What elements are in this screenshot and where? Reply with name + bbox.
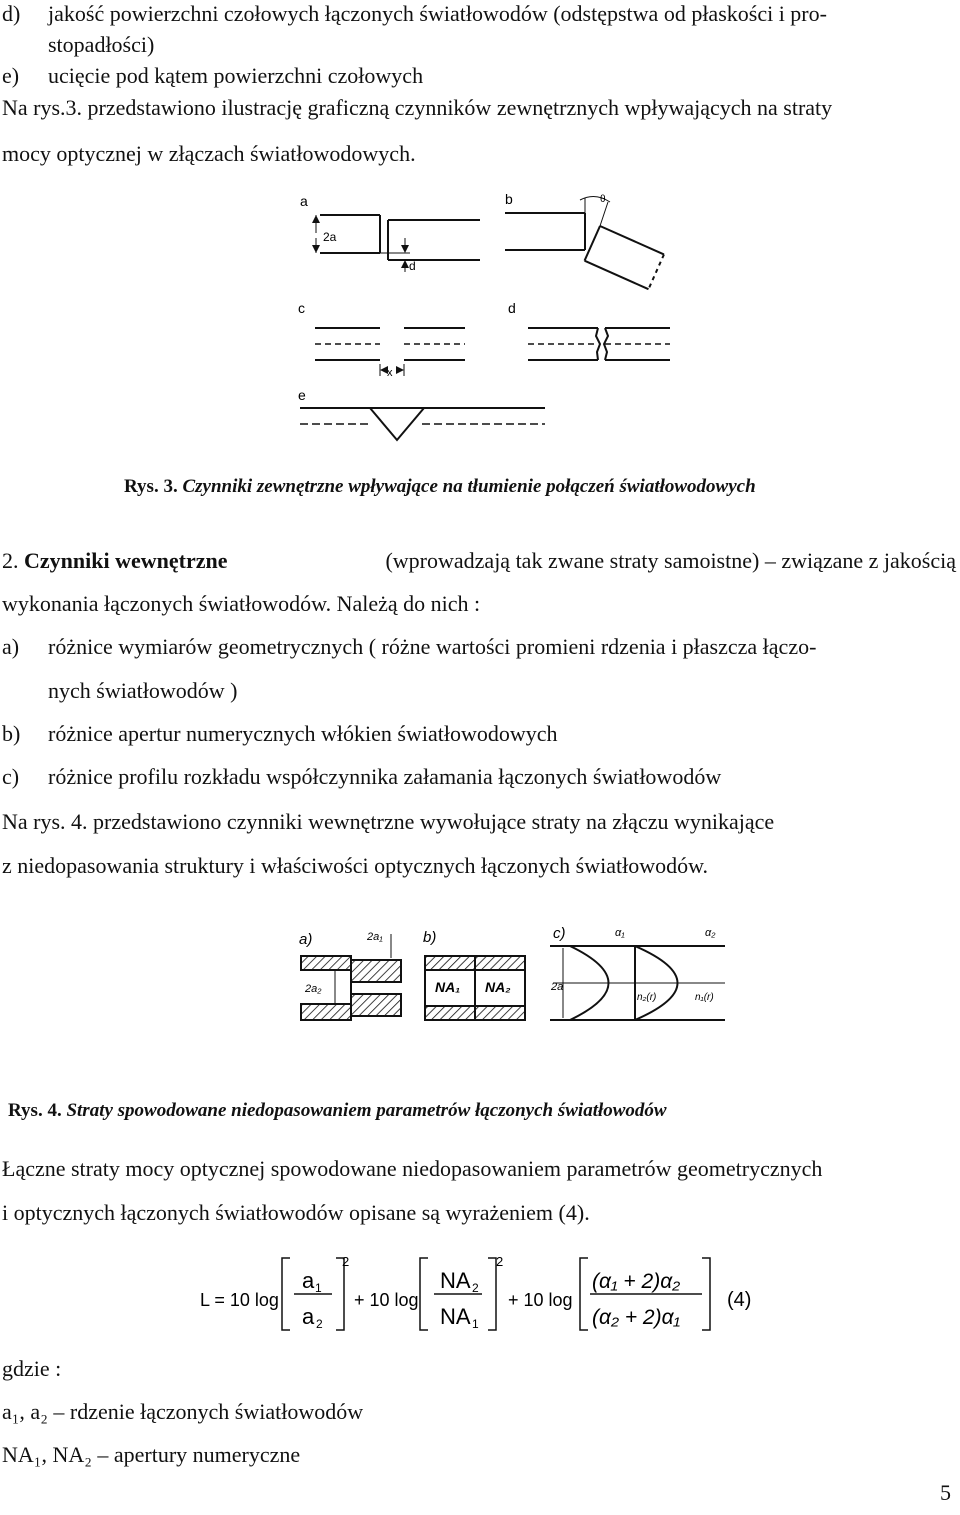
caption-text: Straty spowodowane niedopasowaniem parametrów łączonych światłowodów: [66, 1100, 667, 1121]
fig3-label-2a: 2a: [323, 230, 337, 244]
list-text: różnice wymiarów geometrycznych ( różne wartości promieni rdzenia i płaszcza łączo-: [48, 634, 817, 659]
caption-number: Rys. 3.: [124, 476, 178, 497]
fig3-label-d: d: [508, 300, 516, 316]
list-text: ucięcie pod kątem powierzchni czołowych: [48, 63, 424, 88]
eq-t3-num: (α₁ + 2)α₂: [592, 1270, 681, 1293]
paragraph-line: Na rys. 4. przedstawiono czynniki wewnętrzne wywołujące straty na złączu wynikające: [2, 809, 775, 834]
gdzie-label: gdzie :: [2, 1356, 62, 1381]
eq-t2-num-sub: 2: [472, 1281, 479, 1295]
list-text: różnice apertur numerycznych włókien światłowodowych: [48, 721, 558, 746]
equation-4: [190, 1248, 770, 1348]
eq-t3-den: (α₂ + 2)α₁: [592, 1306, 681, 1329]
list-label: e): [2, 63, 20, 88]
paragraph-line: i optycznych łączonych światłowodów opisane są wyrażeniem (4).: [2, 1200, 590, 1225]
list-text: różnice profilu rozkładu współczynnika załamania łączonych światłowodów: [48, 764, 722, 789]
page-number: 5: [940, 1480, 951, 1505]
fig4-label-na2: NA₂: [485, 979, 511, 995]
fig4-label-n1r: n₁(r): [695, 992, 714, 1003]
eq-t2-den-sub: 1: [472, 1317, 479, 1331]
list-item-d-cont: stopadłości): [48, 32, 155, 57]
section-2-line1: [2, 547, 956, 575]
fig4-label-a: a): [299, 931, 313, 948]
figure-4-drawing: [295, 918, 735, 1028]
fig4-label-2a1: 2a₁: [367, 931, 383, 943]
eq-power-2: 2: [496, 1254, 504, 1269]
eq-t2-num: NA: [440, 1268, 471, 1293]
eq-lhs: L = 10 log: [200, 1290, 279, 1310]
list-item-e: [2, 62, 423, 90]
fig4-label-alpha2: α₂: [705, 927, 716, 939]
eq-t1-num: a: [302, 1268, 315, 1293]
fig3-label-a: a: [300, 193, 308, 209]
fig3-label-c: c: [298, 300, 305, 316]
fig4-label-2a2: 2a₂: [305, 983, 322, 995]
eq-t2-den: NA: [440, 1304, 471, 1329]
definition-line: a₁, a₂ – rdzenie łączonych światłowodów: [2, 1399, 364, 1424]
list-label: c): [2, 764, 20, 789]
list-item-d: [2, 0, 827, 28]
list-text: jakość powierzchni czołowych łączonych światłowodów (odstępstwa od płaskości i pro-: [48, 1, 827, 26]
fig4-label-na1: NA₁: [435, 979, 461, 995]
figure-3-caption: [124, 475, 756, 499]
fig3-label-d-small: d: [409, 259, 416, 273]
fig3-label-b: b: [505, 191, 513, 207]
figure-3-drawing: [280, 188, 680, 448]
paragraph-line: z niedopasowania struktury i właściwości optycznych łączonych światłowodów.: [2, 853, 709, 878]
section-number: 2.: [2, 548, 19, 573]
eq-t1-num-sub: 1: [315, 1281, 322, 1295]
eq-power-1: 2: [342, 1254, 350, 1269]
list-item-c: [2, 763, 721, 791]
fig3-label-theta: θ: [600, 194, 606, 205]
list-item-a: [2, 633, 816, 661]
eq-number: (4): [727, 1289, 752, 1311]
paragraph-line: mocy optycznej w złączach światłowodowych.: [2, 141, 416, 166]
fig3-label-x: x: [387, 367, 393, 379]
eq-plus-1: + 10 log: [354, 1290, 419, 1310]
eq-t1-den-sub: 2: [316, 1317, 323, 1331]
list-label: d): [2, 1, 21, 26]
section-text: (wprowadzają tak zwane straty samoistne) – związane z jakością: [385, 548, 956, 573]
list-item-b: [2, 720, 558, 748]
section-2-line2: wykonania łączonych światłowodów. Należą do nich :: [2, 591, 481, 616]
fig4-label-2a: 2a: [551, 981, 564, 993]
section-title: Czynniki wewnętrzne: [24, 548, 228, 573]
caption-number: Rys. 4.: [8, 1100, 62, 1121]
caption-text: Czynniki zewnętrzne wpływające na tłumienie połączeń światłowodowych: [182, 476, 756, 497]
fig4-label-n2r: n₂(r): [637, 992, 657, 1003]
paragraph-line: Łączne straty mocy optycznej spowodowane niedopasowaniem parametrów geometrycznych: [2, 1156, 823, 1181]
fig4-label-alpha1: α₁: [615, 927, 625, 939]
list-label: a): [2, 634, 20, 659]
list-item-a-cont: nych światłowodów ): [48, 678, 238, 703]
definition-line: NA₁, NA₂ – apertury numeryczne: [2, 1442, 301, 1467]
paragraph-line: Na rys.3. przedstawiono ilustrację graficzną czynników zewnętrznych wpływających na straty: [2, 95, 833, 120]
fig3-label-e: e: [298, 387, 306, 403]
fig4-label-b: b): [423, 929, 437, 946]
list-label: b): [2, 721, 21, 746]
fig4-label-c: c): [553, 925, 566, 942]
figure-4-caption: [8, 1099, 667, 1123]
eq-plus-2: + 10 log: [508, 1290, 573, 1310]
eq-t1-den: a: [302, 1304, 315, 1329]
